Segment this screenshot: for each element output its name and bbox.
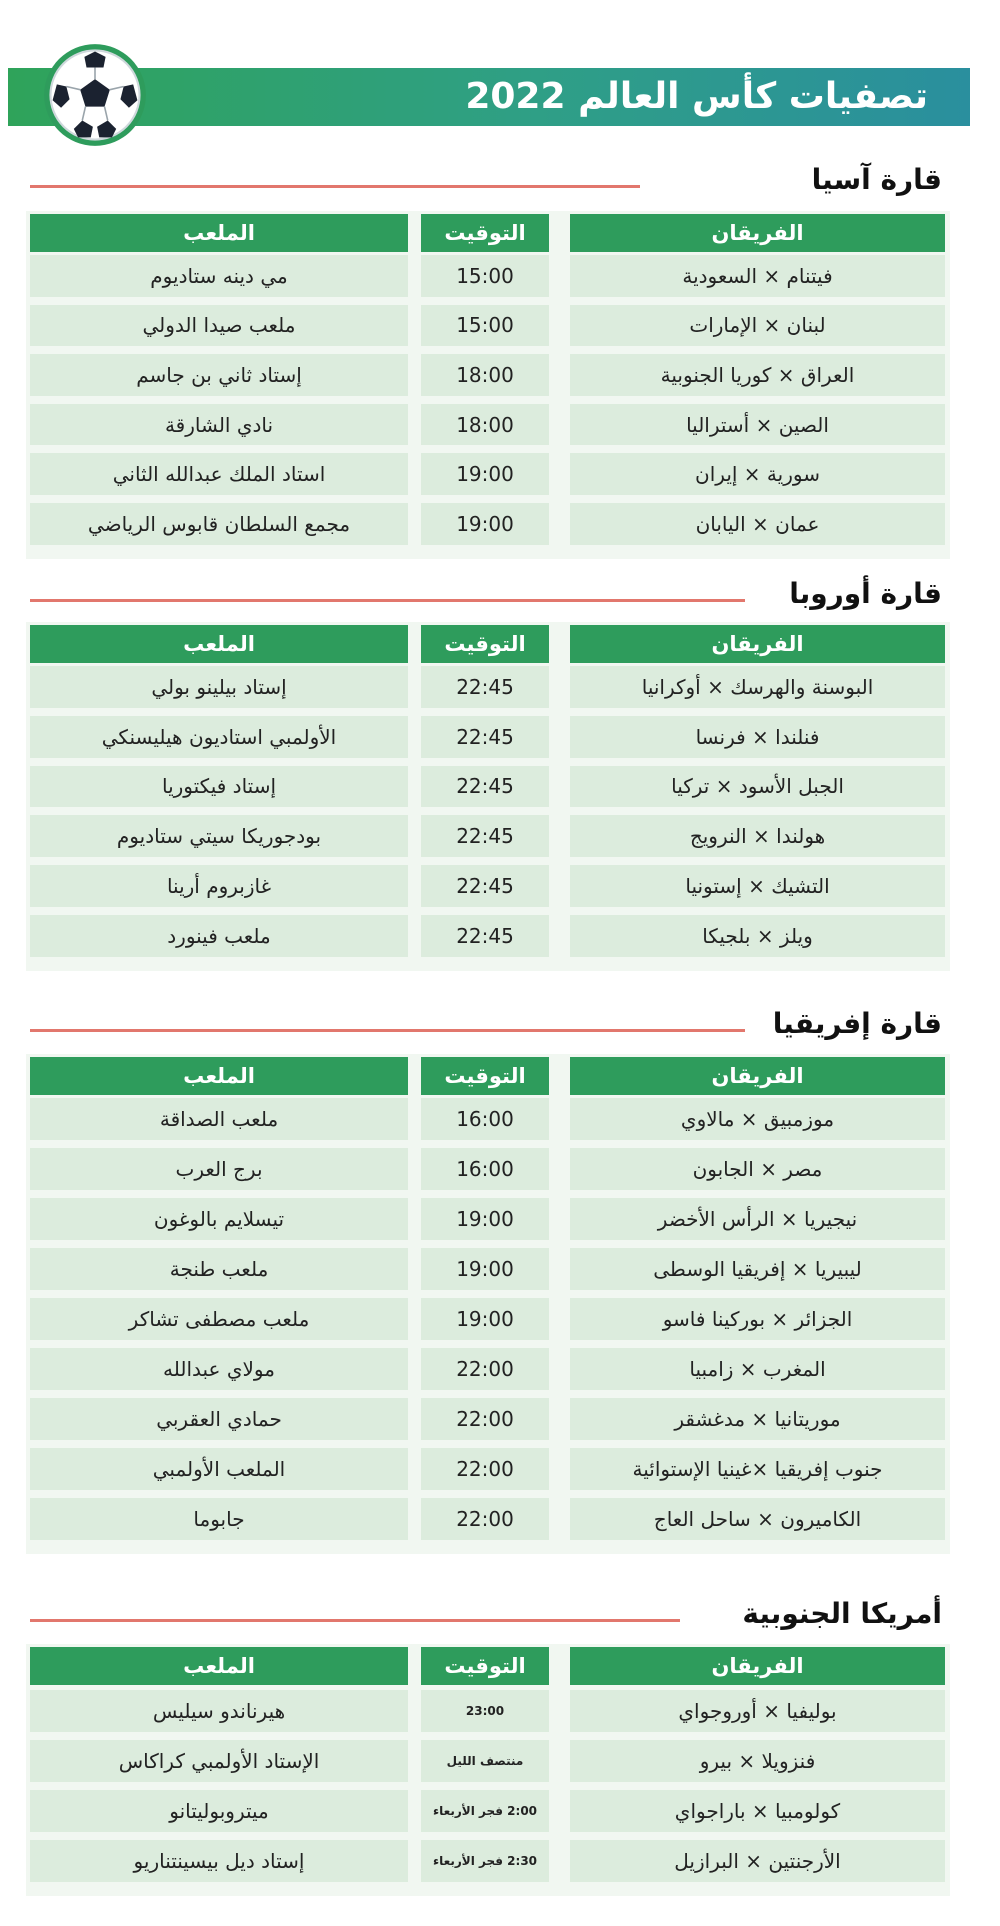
table-cell-team: فنزويلا × بيرو xyxy=(570,1740,945,1782)
section-header xyxy=(0,160,1000,196)
table-cell-team: ويلز × بلجيكا xyxy=(570,915,945,957)
table-cell-stadium: إستاد ديل بيسينتناريو xyxy=(30,1840,408,1882)
section-divider-line xyxy=(30,185,640,188)
section-title: أمريكا الجنوبية xyxy=(742,1597,942,1630)
table-cell-stadium: إستاد فيكتوريا xyxy=(30,766,408,808)
table-cell-stadium: برج العرب xyxy=(30,1148,408,1190)
table-cell-time: 19:00 xyxy=(421,1248,549,1290)
table-cell-team: الجبل الأسود × تركيا xyxy=(570,766,945,808)
table-cell-team: موزمبيق × مالاوي xyxy=(570,1098,945,1140)
table-cell-stadium: نادي الشارقة xyxy=(30,404,408,446)
table-cell-time: 15:00 xyxy=(421,305,549,347)
table-cell-team: المغرب × زامبيا xyxy=(570,1348,945,1390)
table-cell-team: ليبيريا × إفريقيا الوسطى xyxy=(570,1248,945,1290)
table-cell-team: مصر × الجابون xyxy=(570,1148,945,1190)
table-cell-time: 2:30 فجر الأربعاء xyxy=(421,1840,549,1882)
table-cell-team: بوليفيا × أوروجواي xyxy=(570,1690,945,1732)
column-header-team: الفريقان xyxy=(570,1647,945,1685)
table-cell-stadium: مجمع السلطان قابوس الرياضي xyxy=(30,503,408,545)
table-cell-stadium: هيرناندو سيليس xyxy=(30,1690,408,1732)
table-cell-stadium: حمادي العقربي xyxy=(30,1398,408,1440)
table-cell-stadium: استاد الملك عبدالله الثاني xyxy=(30,453,408,495)
table-cell-time: 22:45 xyxy=(421,815,549,857)
table-cell-stadium: غازبروم أرينا xyxy=(30,865,408,907)
table-cell-team: هولندا × النرويج xyxy=(570,815,945,857)
column-header-time: التوقيت xyxy=(421,625,549,663)
column-header-team: الفريقان xyxy=(570,625,945,663)
table-cell-time: 22:45 xyxy=(421,915,549,957)
table-cell-stadium: ميتروبوليتانو xyxy=(30,1790,408,1832)
table-cell-stadium: الأولمبي استاديون هيليسنكي xyxy=(30,716,408,758)
table-cell-time: 22:00 xyxy=(421,1398,549,1440)
table-cell-stadium: جابوما xyxy=(30,1498,408,1540)
table-cell-time: 22:45 xyxy=(421,766,549,808)
section-divider-line xyxy=(30,1619,680,1622)
table-cell-time: 18:00 xyxy=(421,354,549,396)
section-divider-line xyxy=(30,599,745,602)
column-header-stadium: الملعب xyxy=(30,625,408,663)
table-cell-team: العراق × كوريا الجنوبية xyxy=(570,354,945,396)
table-cell-stadium: إستاد ثاني بن جاسم xyxy=(30,354,408,396)
table-cell-team: الجزائر × بوركينا فاسو xyxy=(570,1298,945,1340)
section-title: قارة أوروبا xyxy=(789,577,942,610)
column-header-time: التوقيت xyxy=(421,1647,549,1685)
table-cell-team: سورية × إيران xyxy=(570,453,945,495)
table-cell-time: 22:00 xyxy=(421,1448,549,1490)
table-cell-team: الأرجنتين × البرازيل xyxy=(570,1840,945,1882)
column-header-stadium: الملعب xyxy=(30,1647,408,1685)
column-header-stadium: الملعب xyxy=(30,1057,408,1095)
table-cell-team: البوسنة والهرسك × أوكرانيا xyxy=(570,666,945,708)
table-cell-time: 22:45 xyxy=(421,865,549,907)
table-cell-time: 19:00 xyxy=(421,1298,549,1340)
table-cell-time: 23:00 xyxy=(421,1690,549,1732)
table-cell-team: التشيك × إستونيا xyxy=(570,865,945,907)
column-header-team: الفريقان xyxy=(570,1057,945,1095)
table-cell-team: فنلندا × فرنسا xyxy=(570,716,945,758)
table-cell-team: لبنان × الإمارات xyxy=(570,305,945,347)
table-cell-time: 22:45 xyxy=(421,666,549,708)
column-header-stadium: الملعب xyxy=(30,214,408,252)
title-banner xyxy=(8,68,970,126)
section-title: قارة آسيا xyxy=(811,163,942,196)
table-cell-time: 22:00 xyxy=(421,1498,549,1540)
table-cell-stadium: ملعب طنجة xyxy=(30,1248,408,1290)
table-cell-team: نيجيريا × الرأس الأخضر xyxy=(570,1198,945,1240)
column-header-time: التوقيت xyxy=(421,214,549,252)
table-cell-team: جنوب إفريقيا ×غينيا الإستوائية xyxy=(570,1448,945,1490)
column-header-time: التوقيت xyxy=(421,1057,549,1095)
table-cell-time: 22:00 xyxy=(421,1348,549,1390)
table-cell-stadium: ملعب صيدا الدولي xyxy=(30,305,408,347)
table-cell-stadium: ملعب مصطفى تشاكر xyxy=(30,1298,408,1340)
page-title: تصفيات كأس العالم 2022 xyxy=(465,76,928,117)
table-cell-time: 15:00 xyxy=(421,255,549,297)
section-title: قارة إفريقيا xyxy=(772,1007,942,1040)
table-cell-stadium: إستاد بيلينو بولي xyxy=(30,666,408,708)
table-cell-stadium: مولاي عبدالله xyxy=(30,1348,408,1390)
table-cell-time: منتصف الليل xyxy=(421,1740,549,1782)
table-cell-time: 16:00 xyxy=(421,1098,549,1140)
table-cell-stadium: الإستاد الأولمبي كراكاس xyxy=(30,1740,408,1782)
section-header xyxy=(0,574,1000,610)
column-header-team: الفريقان xyxy=(570,214,945,252)
table-cell-stadium: ملعب فينورد xyxy=(30,915,408,957)
section-header xyxy=(0,1004,1000,1040)
table-cell-team: فيتنام × السعودية xyxy=(570,255,945,297)
table-cell-time: 22:45 xyxy=(421,716,549,758)
table-cell-stadium: ملعب الصداقة xyxy=(30,1098,408,1140)
table-cell-stadium: الملعب الأولمبي xyxy=(30,1448,408,1490)
section-divider-line xyxy=(30,1029,745,1032)
table-cell-team: كولومبيا × باراجواي xyxy=(570,1790,945,1832)
soccer-ball-icon xyxy=(42,42,148,148)
table-cell-team: عمان × اليابان xyxy=(570,503,945,545)
table-cell-stadium: مي دينه ستاديوم xyxy=(30,255,408,297)
table-cell-stadium: بودجوريكا سيتي ستاديوم xyxy=(30,815,408,857)
table-cell-team: الصين × أستراليا xyxy=(570,404,945,446)
table-cell-time: 18:00 xyxy=(421,404,549,446)
table-cell-time: 19:00 xyxy=(421,503,549,545)
table-cell-stadium: تيسلايم بالوغون xyxy=(30,1198,408,1240)
table-cell-time: 19:00 xyxy=(421,1198,549,1240)
table-cell-time: 16:00 xyxy=(421,1148,549,1190)
table-cell-team: موريتانيا × مدغشقر xyxy=(570,1398,945,1440)
section-header xyxy=(0,1594,1000,1630)
table-cell-time: 19:00 xyxy=(421,453,549,495)
table-cell-time: 2:00 فجر الأربعاء xyxy=(421,1790,549,1832)
table-cell-team: الكاميرون × ساحل العاج xyxy=(570,1498,945,1540)
